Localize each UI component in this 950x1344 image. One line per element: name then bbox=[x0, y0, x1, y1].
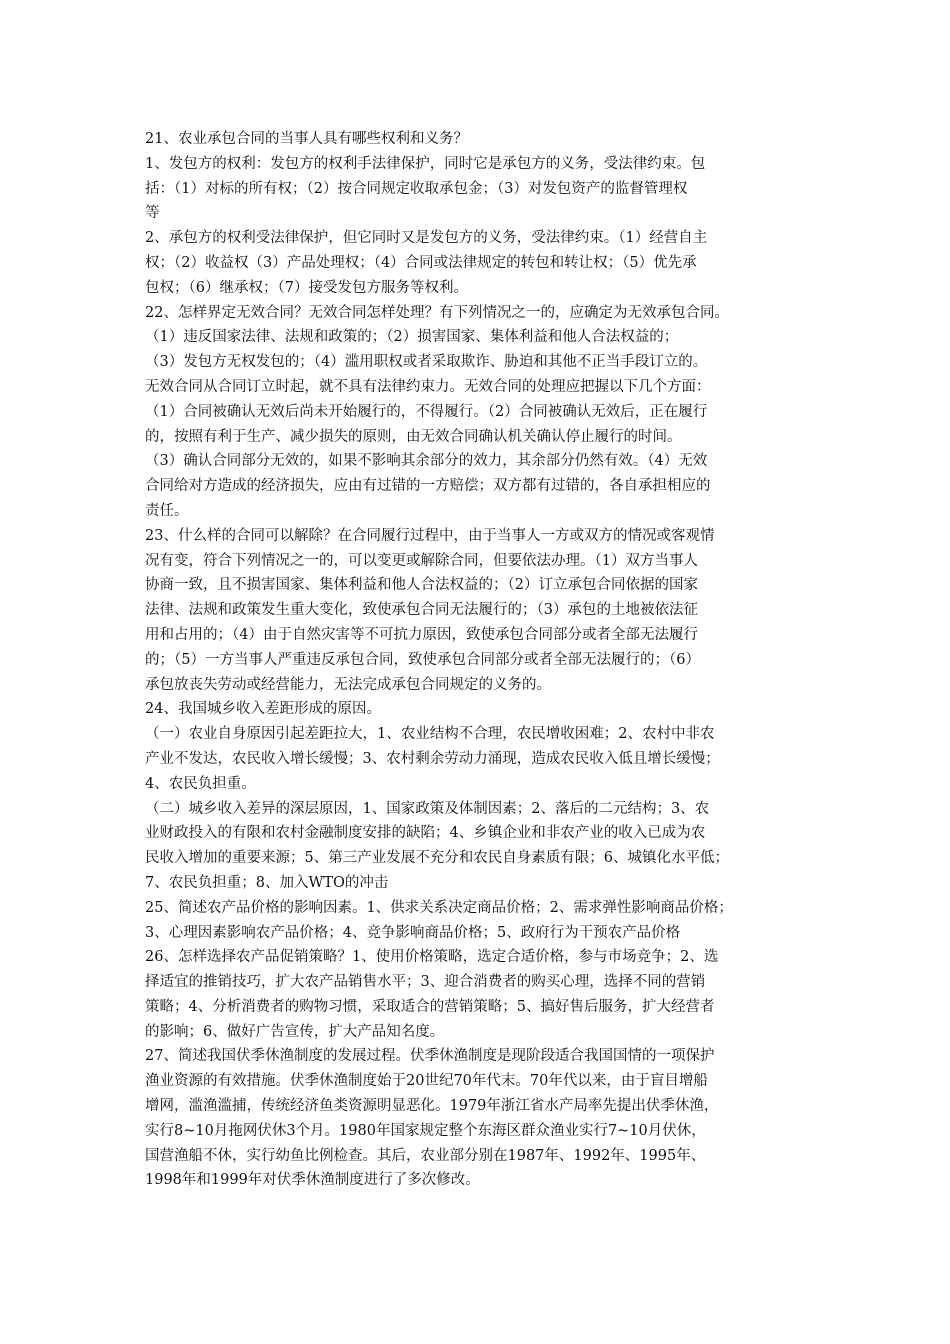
text-line: 业财政投入的有限和农村金融制度安排的缺陷；4、乡镇企业和非农产业的收入已成为农 bbox=[145, 825, 706, 842]
text-line: （1）合同被确认无效后尚未开始履行的，不得履行。（2）合同被确认无效后，正在履行 bbox=[145, 403, 708, 420]
text-line: 22、怎样界定无效合同？无效合同怎样处理？有下列情况之一的，应确定为无效承包合同。 bbox=[145, 304, 729, 321]
text-line: 况有变，符合下列情况之一的，可以变更或解除合同，但要依法办理。（1）双方当事人 bbox=[145, 552, 698, 569]
text-line: 无效合同从合同订立时起，就不具有法律约束力。无效合同的处理应把握以下几个方面： bbox=[145, 378, 711, 395]
text-line: 渔业资源的有效措施。伏季休渔制度始于20世纪70年代末。70年代以来，由于盲目增船 bbox=[145, 1073, 708, 1090]
text-line: 合同给对方造成的经济损失，应由有过错的一方赔偿；双方都有过错的，各自承担相应的 bbox=[145, 478, 711, 495]
text-line: （3）确认合同部分无效的，如果不影响其余部分的效力，其余部分仍然有效。（4）无效 bbox=[145, 453, 708, 470]
text-line: 1998年和1999年对伏季休渔制度进行了多次修改。 bbox=[145, 1172, 480, 1189]
text-line: 民收入增加的重要来源；5、第三产业发展不充分和农民自身素质有限；6、城镇化水平低； bbox=[145, 850, 729, 867]
text-line: 承包放丧失劳动或经营能力，无法完成承包合同规定的义务的。 bbox=[145, 676, 551, 693]
text-line: 25、简述农产品价格的影响因素。1、供求关系决定商品价格；2、需求弹性影响商品价格； bbox=[145, 899, 733, 916]
text-line: 2、承包方的权利受法律保护，但它同时又是发包方的义务，受法律约束。（1）经营自主 bbox=[145, 230, 708, 247]
text-line: 国营渔船不休，实行幼鱼比例检查。其后，农业部分别在1987年、1992年、1995年、 bbox=[145, 1147, 706, 1164]
text-line: 法律、法规和政策发生重大变化，致使承包合同无法履行的；（3）承包的土地被依法征 bbox=[145, 602, 698, 619]
text-line: （一）农业自身原因引起差距拉大，1、农业结构不合理，农民增收困难；2、农村中非农 bbox=[145, 726, 715, 743]
text-line: （1）违反国家法律、法规和政策的；（2）损害国家、集体利益和他人合法权益的； bbox=[145, 329, 679, 346]
text-line: 用和占用的；（4）由于自然灾害等不可抗力原因，致使承包合同部分或者全部无法履行 bbox=[145, 626, 698, 643]
text-line: 的；（5）一方当事人严重违反承包合同，致使承包合同部分或者全部无法履行的；（6） bbox=[145, 651, 700, 668]
text-line: 责任。 bbox=[145, 502, 189, 519]
text-line: 权；（2）收益权（3）产品处理权；（4）合同或法律规定的转包和转让权；（5）优先承 bbox=[145, 254, 697, 271]
text-line: 等 bbox=[145, 205, 160, 222]
text-line: 的，按照有利于生产、减少损失的原则，由无效合同确认机关确认停止履行的时间。 bbox=[145, 428, 682, 445]
text-line: （3）发包方无权发包的；（4）滥用职权或者采取欺诈、胁迫和其他不正当手段订立的。 bbox=[145, 354, 708, 371]
text-line: （二）城乡收入差异的深层原因，1、国家政策及体制因素；2、落后的二元结构；3、农 bbox=[145, 800, 710, 817]
text-line: 7、农民负担重；8、加入WTO的冲击 bbox=[145, 874, 389, 891]
text-line: 23、什么样的合同可以解除？在合同履行过程中，由于当事人一方或双方的情况或客观情 bbox=[145, 527, 715, 544]
text-line: 择适宜的推销技巧，扩大农产品销售水平；3、迎合消费者的购买心理，选择不同的营销 bbox=[145, 974, 706, 991]
text-line: 4、农民负担重。 bbox=[145, 775, 256, 792]
text-line: 3、心理因素影响农产品价格；4、竞争影响商品价格；5、政府行为干预农产品价格 bbox=[145, 924, 681, 941]
text-line: 括：（1）对标的所有权；（2）按合同规定收取承包金；（3）对发包资产的监督管理权 bbox=[145, 180, 688, 197]
text-line: 增网，滥渔滥捕，传统经济鱼类资源明显恶化。1979年浙江省水产局率先提出伏季休渔， bbox=[145, 1098, 719, 1115]
text-line: 24、我国城乡收入差距形成的原因。 bbox=[145, 701, 381, 718]
text-line: 实行8~10月拖网伏休3个月。1980年国家规定整个东海区群众渔业实行7~10月伏休， bbox=[145, 1122, 706, 1139]
text-line: 产业不发达，农民收入增长缓慢；3、农村剩余劳动力涌现，造成农民收入低且增长缓慢； bbox=[145, 750, 720, 767]
text-line: 21、农业承包合同的当事人具有哪些权利和义务？ bbox=[145, 131, 468, 147]
text-line: 策略；4、分析消费者的购物习惯，采取适合的营销策略；5、搞好售后服务，扩大经营者 bbox=[145, 998, 715, 1015]
text-line: 1、发包方的权利：发包方的权利手法律保护，同时它是承包方的义务，受法律约束。包 bbox=[145, 155, 706, 172]
document-body bbox=[145, 127, 813, 1193]
text-line: 26、怎样选择农产品促销策略？1、使用价格策略，选定合适价格，参与市场竞争；2、选 bbox=[145, 949, 719, 966]
text-line: 包权；（6）继承权；（7）接受发包方服务等权利。 bbox=[145, 279, 468, 296]
text-line: 协商一致，且不损害国家、集体利益和他人合法权益的；（2）订立承包合同依据的国家 bbox=[145, 577, 698, 594]
text-line: 27、简述我国伏季休渔制度的发展过程。伏季休渔制度是现阶段适合我国国情的一项保护 bbox=[145, 1048, 715, 1065]
text-line: 的影响；6、做好广告宣传，扩大产品知名度。 bbox=[145, 1023, 445, 1040]
